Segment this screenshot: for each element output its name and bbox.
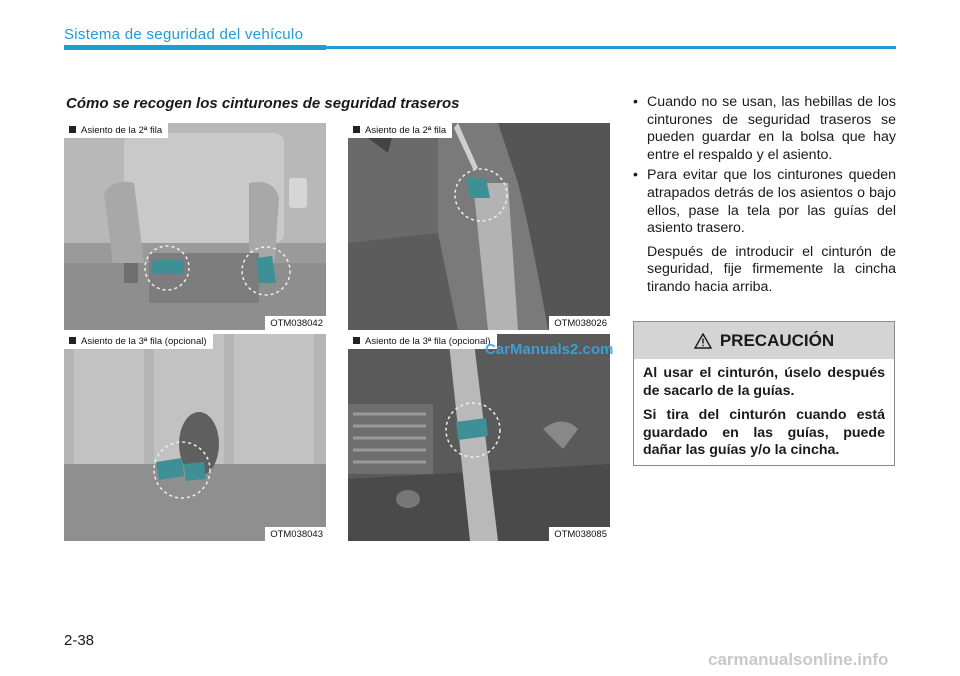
page-number: 2-38 [64,632,95,649]
caution-line: Al usar el cinturón, úselo después de sacarlo de la guías. [643,365,885,399]
seat-photo-illustration [348,123,610,330]
footer-watermark: carmanualsonline.info [708,650,889,669]
photo-3rd-row-buckles [64,334,326,541]
header-rule-accent [64,45,326,50]
caution-body [634,359,894,460]
photo-caption: Asiento de la 2ª fila [64,123,168,138]
photo-2nd-row-guide [348,123,610,330]
square-bullet-icon [69,126,76,133]
photo-code: OTM038043 [265,527,326,541]
square-bullet-icon [353,126,360,133]
photo-caption: Asiento de la 3ª fila (opcional) [64,334,213,349]
instruction-paragraph: Después de introducir el cinturón de seguridad, fije firmemente la cincha tirando hacia arriba. [647,243,896,295]
seat-photo-illustration [348,334,610,541]
list-item: • Para evitar que los cinturones queden atrapados detrás de los asientos o bajo ellos, pase la tela por las guías del asiento trasero. [633,167,896,237]
caution-header [634,322,894,359]
photo-2nd-row-buckles [64,123,326,330]
caution-title: PRECAUCIÓN [719,330,835,350]
seat-photo-illustration [64,123,326,330]
instruction-list [633,94,896,297]
photo-code: OTM038026 [549,316,610,330]
square-bullet-icon [353,337,360,344]
section-title: Cómo se recogen los cinturones de seguridad traseros [66,95,460,112]
photo-code: OTM038042 [265,316,326,330]
caution-box [633,321,895,466]
seat-photo-illustration [64,334,326,541]
square-bullet-icon [69,337,76,344]
list-item: • Cuando no se usan, las hebillas de los cinturones de seguridad traseros se pueden guardar en la bolsa que hay entre el respaldo y el asiento. [633,94,896,163]
bullet-dot-icon: • [633,94,638,110]
header-title: Sistema de seguridad del vehículo [64,26,304,43]
watermark-text: CarManuals2.com [485,341,614,358]
bullet-dot-icon: • [633,167,638,184]
photo-caption: Asiento de la 3ª fila (opcional) [348,334,497,349]
warning-triangle-icon [694,333,712,349]
photo-caption: Asiento de la 2ª fila [348,123,452,138]
caution-line: Si tira del cinturón cuando está guardado en las guías, puede dañar las guías y/o la cincha. [643,407,885,458]
photo-code: OTM038085 [549,527,610,541]
photo-3rd-row-guide [348,334,610,541]
